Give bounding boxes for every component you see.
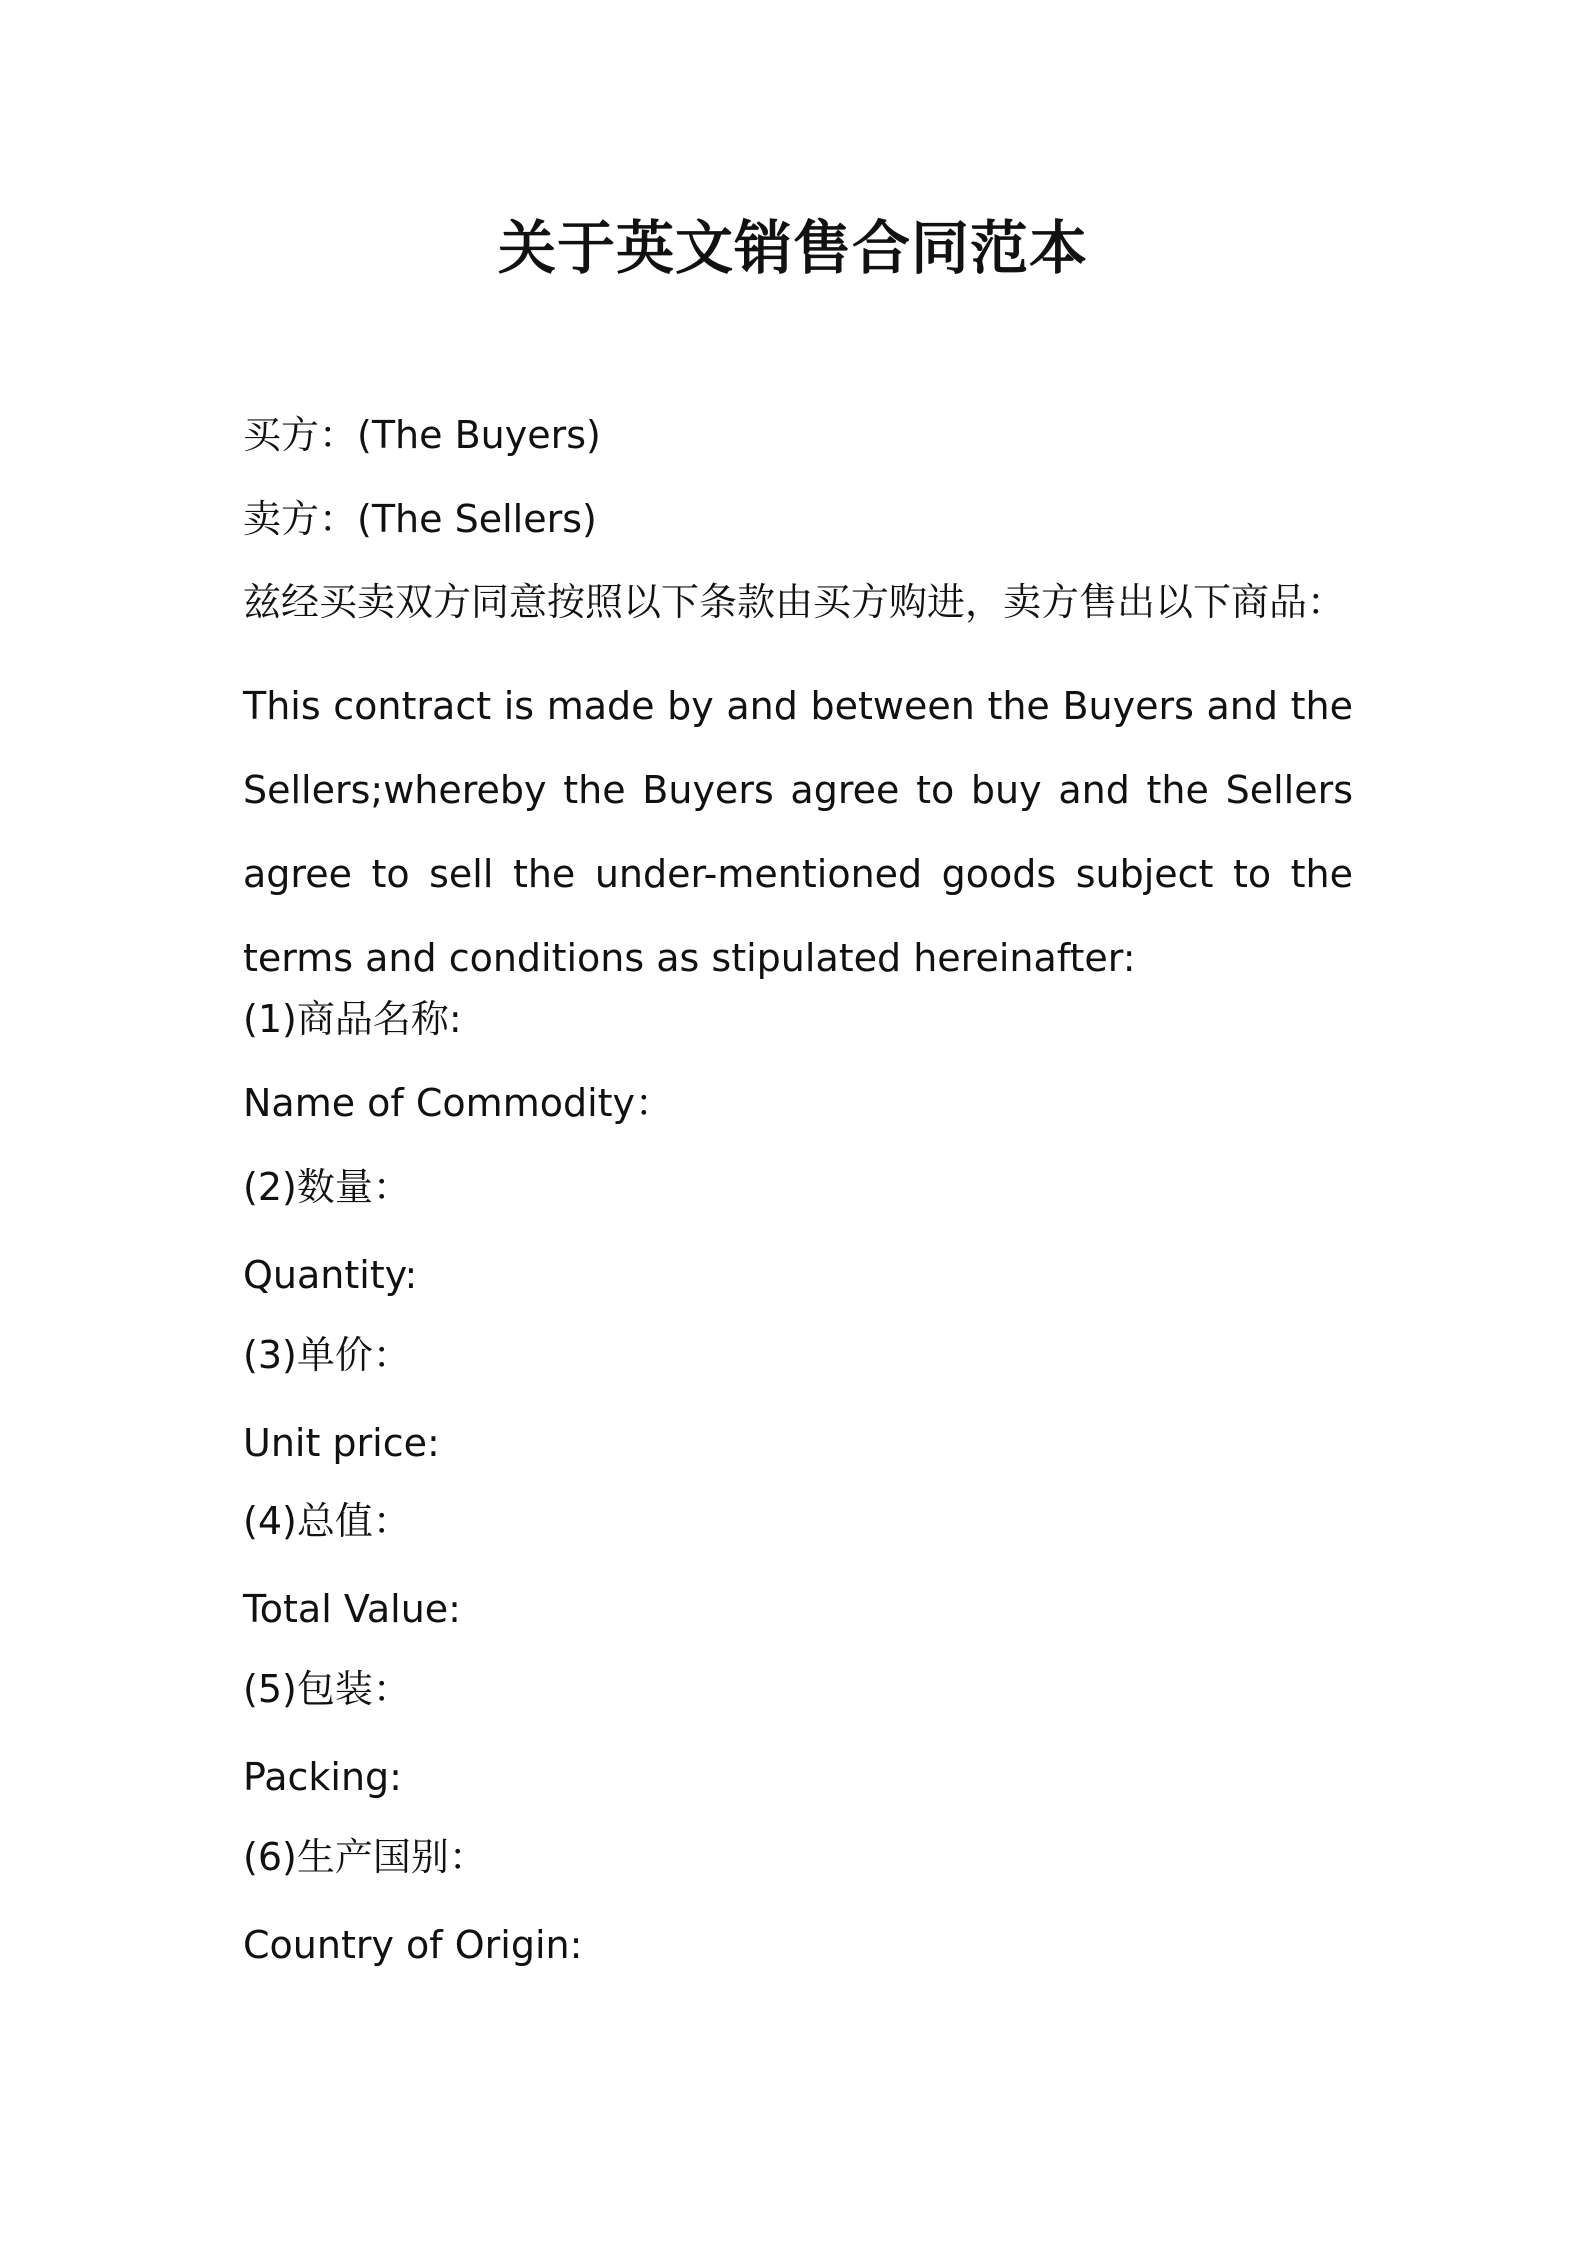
item-3-chinese: (3)单价： — [243, 1333, 411, 1377]
item-3-english: Unit price: — [243, 1421, 440, 1465]
item-4-english: Total Value: — [243, 1587, 461, 1631]
item-5-chinese: (5)包装： — [243, 1667, 411, 1711]
item-2-chinese: (2)数量： — [243, 1165, 411, 1209]
seller-line: 卖方：(The Sellers) — [243, 497, 597, 541]
item-4-chinese: (4)总值： — [243, 1499, 411, 1543]
document-title: 关于英文销售合同范本 — [497, 214, 1088, 282]
intro-chinese: 兹经买卖双方同意按照以下条款由买方购进，卖方售出以下商品： — [243, 580, 1346, 624]
buyer-line: 买方：(The Buyers) — [243, 413, 601, 457]
item-5-english: Packing: — [243, 1755, 402, 1799]
item-1-chinese: (1)商品名称: — [243, 997, 462, 1041]
item-6-chinese: (6)生产国别： — [243, 1835, 487, 1879]
item-1-english: Name of Commodity： — [243, 1081, 674, 1125]
item-6-english: Country of Origin: — [243, 1923, 583, 1967]
intro-english-paragraph: This contract is made by and between the Buyers and the Sellers;whereby the Buyers agree to buy and the Sellers agree to sell the under-mentioned goods subject to the terms and conditions as stipulated hereinafter: — [243, 684, 1353, 980]
item-2-english: Quantity: — [243, 1253, 418, 1297]
